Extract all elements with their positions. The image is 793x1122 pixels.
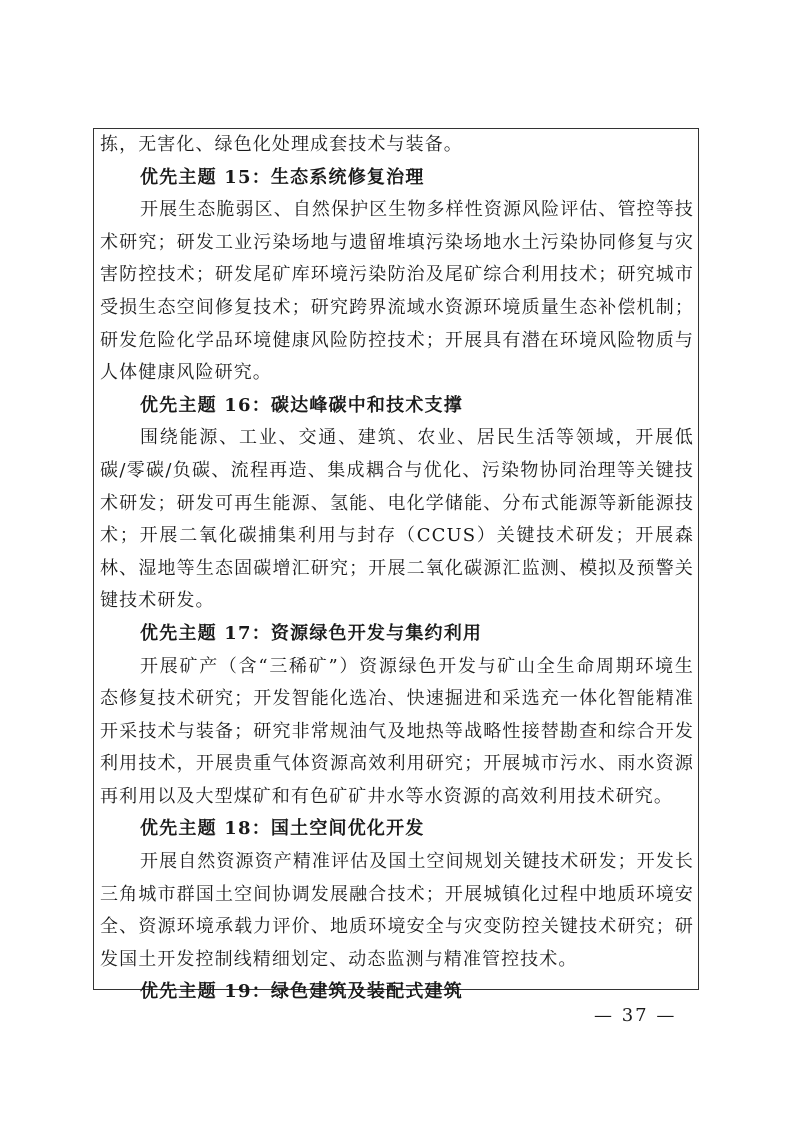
section-body-17: 开展矿产（含“三稀矿”）资源绿色开发与矿山全生命周期环境生态修复技术研究；开发智能化选冶、快速掘进和采选充一体化智能精准开采技术与装备；研究非常规油气及地热等战略性接替勘查和综合开发利用技术，开展贵重气体资源高效利用研究；开展城市污水、雨水资源再利用以及大型煤矿和有色矿矿井水等水资源的高效利用技术研究。 — [100, 655, 694, 807]
section-heading-16: 优先主题 16：碳达峰碳中和技术支撑 — [140, 394, 463, 416]
section-heading-19: 优先主题 19：绿色建筑及装配式建筑 — [140, 981, 463, 1003]
section-heading-15: 优先主题 15：生态系统修复治理 — [140, 166, 425, 188]
section-body-16: 围绕能源、工业、交通、建筑、农业、居民生活等领域，开展低碳/零碳/负碳、流程再造、集成耦合与优化、污染物协同治理等关键技术研发；研发可再生能源、氢能、电化学储能、分布式能源等新能源技术；开展二氧化碳捕集利用与封存（CCUS）关键技术研发；开展森林、湿地等生态固碳增汇研究；开展二氧化碳源汇监测、模拟及预警关键技术研发。 — [100, 427, 694, 612]
section-body-15: 开展生态脆弱区、自然保护区生物多样性资源风险评估、管控等技术研究；研发工业污染场地与遗留堆填污染场地水土污染协同修复与灾害防控技术；研发尾矿库环境污染防治及尾矿综合利用技术；研究城市受损生态空间修复技术；研究跨界流域水资源环境质量生态补偿机制；研发危险化学品环境健康风险防控技术；开展具有潜在环境风险物质与人体健康风险研究。 — [100, 199, 694, 384]
lead-paragraph: 拣，无害化、绿色化处理成套技术与装备。 — [100, 134, 463, 155]
document-body — [100, 129, 694, 1009]
section-heading-18: 优先主题 18：国土空间优化开发 — [140, 818, 425, 840]
section-heading-17: 优先主题 17：资源绿色开发与集约利用 — [140, 622, 483, 644]
content-frame — [93, 128, 699, 1003]
page-number: — 37 — — [594, 1005, 677, 1026]
section-body-18: 开展自然资源资产精准评估及国土空间规划关键技术研发；开发长三角城市群国土空间协调发展融合技术；开展城镇化过程中地质环境安全、资源环境承载力评价、地质环境安全与灾变防控关键技术研究；研发国土开发控制线精细划定、动态监测与精准管控技术。 — [100, 851, 694, 970]
